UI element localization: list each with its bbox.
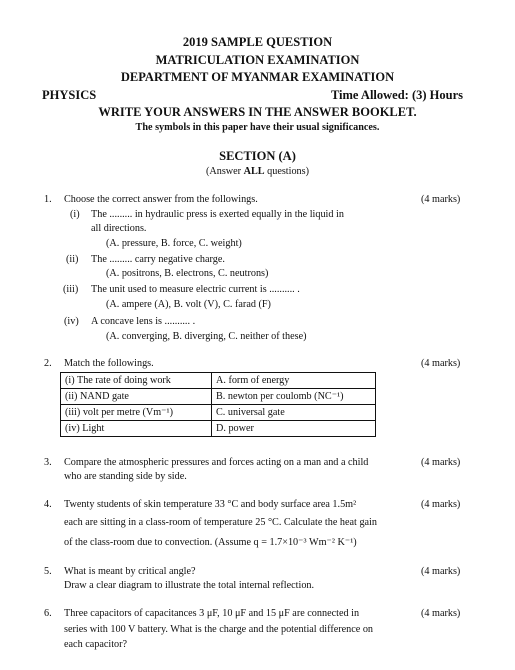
exam-title-line1: 2019 SAMPLE QUESTION bbox=[182, 35, 333, 49]
exam-title-line3: DEPARTMENT OF MYANMAR EXAMINATION bbox=[120, 70, 395, 84]
table-row bbox=[61, 389, 376, 405]
q3-number: 3. bbox=[44, 457, 52, 468]
table-row bbox=[61, 405, 376, 421]
q1-iv-options: (A. converging, B. diverging, C. neither of these) bbox=[106, 331, 307, 342]
q2-stem: Match the followings. bbox=[64, 358, 154, 369]
q3-text-line2: who are standing side by side. bbox=[64, 471, 187, 482]
q1-iv-number: (iv) bbox=[64, 316, 79, 327]
match-right-cell: C. universal gate bbox=[212, 405, 376, 421]
exam-title-line2: MATRICULATION EXAMINATION bbox=[155, 53, 360, 67]
q3-text-line1: Compare the atmospheric pressures and forces acting on a man and a child bbox=[64, 457, 369, 468]
section-subtitle bbox=[0, 166, 515, 177]
q3-marks: (4 marks) bbox=[421, 457, 461, 468]
section-subtitle-pre: (Answer bbox=[205, 166, 244, 177]
q4-text-line2: each are sitting in a class-room of temperature 25 °C. Calculate the heat gain bbox=[64, 517, 377, 528]
q1-ii-number: (ii) bbox=[66, 254, 79, 265]
time-allowed: Time Allowed: (3) Hours bbox=[330, 88, 463, 102]
match-table bbox=[60, 372, 376, 437]
q2-marks: (4 marks) bbox=[421, 358, 461, 369]
section-subtitle-bold: ALL bbox=[243, 166, 265, 177]
q6-text-line2: series with 100 V battery. What is the charge and the potential difference on bbox=[64, 624, 374, 635]
q1-i-options: (A. pressure, B. force, C. weight) bbox=[106, 238, 242, 249]
section-title: SECTION (A) bbox=[219, 149, 296, 163]
q4-text-line3: of the class-room due to convection. (Assume q = 1.7×10⁻³ Wm⁻² K⁻¹) bbox=[64, 537, 357, 548]
q5-marks: (4 marks) bbox=[421, 566, 461, 577]
q5-text-line1: What is meant by critical angle? bbox=[64, 566, 196, 577]
match-left-cell: (i) The rate of doing work bbox=[61, 373, 212, 389]
q1-ii-text: The ......... carry negative charge. bbox=[91, 254, 225, 265]
q6-number: 6. bbox=[44, 608, 52, 619]
symbols-note: The symbols in this paper have their usual significances. bbox=[135, 122, 380, 133]
q4-number: 4. bbox=[44, 499, 52, 510]
match-right-cell: A. form of energy bbox=[212, 373, 376, 389]
q1-i-text-line2: all directions. bbox=[91, 223, 147, 234]
match-left-cell: (iii) volt per metre (Vm⁻¹) bbox=[61, 405, 212, 421]
q1-iii-number: (iii) bbox=[63, 284, 79, 295]
match-left-cell: (ii) NAND gate bbox=[61, 389, 212, 405]
match-left-cell: (iv) Light bbox=[61, 421, 212, 437]
section-subtitle-post: questions) bbox=[264, 166, 310, 177]
q1-iii-options: (A. ampere (A), B. volt (V), C. farad (F) bbox=[106, 299, 271, 310]
subject-label: PHYSICS bbox=[42, 88, 97, 102]
table-row bbox=[61, 421, 376, 437]
q5-text-line2: Draw a clear diagram to illustrate the total internal reflection. bbox=[64, 580, 315, 591]
q1-ii-options: (A. positrons, B. electrons, C. neutrons) bbox=[106, 268, 269, 279]
q1-number: 1. bbox=[44, 194, 52, 205]
q5-number: 5. bbox=[44, 566, 52, 577]
q6-marks: (4 marks) bbox=[421, 608, 461, 619]
instruction-line: WRITE YOUR ANSWERS IN THE ANSWER BOOKLET. bbox=[98, 105, 417, 119]
q1-marks: (4 marks) bbox=[421, 194, 461, 205]
q4-marks: (4 marks) bbox=[421, 499, 461, 510]
table-row bbox=[61, 373, 376, 389]
q1-iii-text: The unit used to measure electric current is .......... . bbox=[91, 284, 300, 295]
q6-text-line3: each capacitor? bbox=[64, 639, 128, 650]
q6-text-line1: Three capacitors of capacitances 3 μF, 10 μF and 15 μF are connected in bbox=[64, 608, 360, 619]
q1-i-text-line1: The ......... in hydraulic press is exerted equally in the liquid in bbox=[91, 209, 344, 220]
match-right-cell: D. power bbox=[212, 421, 376, 437]
match-right-cell: B. newton per coulomb (NC⁻¹) bbox=[212, 389, 376, 405]
q1-stem: Choose the correct answer from the followings. bbox=[64, 194, 258, 205]
q2-number: 2. bbox=[44, 358, 52, 369]
q4-text-line1: Twenty students of skin temperature 33 °C and body surface area 1.5m² bbox=[64, 499, 357, 510]
q1-i-number: (i) bbox=[70, 209, 80, 220]
q1-iv-text: A concave lens is .......... . bbox=[91, 316, 196, 327]
